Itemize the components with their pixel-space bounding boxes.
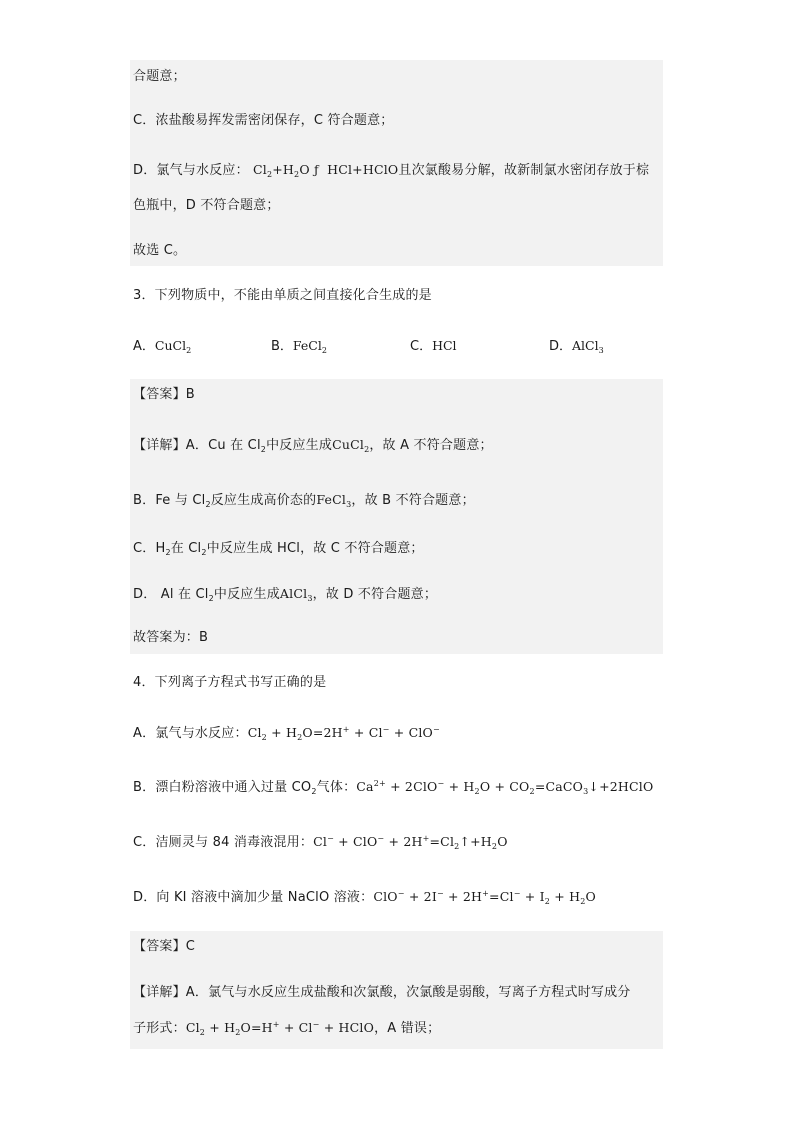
text-line: C．浓盐酸易挥发需密闭保存，C 符合题意； <box>133 113 394 128</box>
option-label: A． <box>133 339 155 354</box>
option-b: B．漂白粉溶液中通入过量 $CO_2$气体：$Ca^{2+} + 2ClO^- + H_2O$ + $CO_2=CaCO_3↓+2HClO$ <box>133 779 654 796</box>
solution-block-2 <box>130 379 663 654</box>
option-c: C．洁厕灵与 84 消毒液混用：$Cl^- + ClO^- + 2H^+=Cl_2↑+H_2O$ <box>133 834 508 851</box>
option-d: D．向 KI 溶液中滴加少量 NaClO 溶液：$ClO^- + 2I^- + 2H^+=Cl^- + I_2 + H_2O$ <box>133 889 596 906</box>
detail-line: 【详解】A．氯气与水反应生成盐酸和次氯酸，次氯酸是弱酸，写离子方程式时写成分 <box>133 985 631 1000</box>
option-d <box>549 336 604 357</box>
detail-line: D． Al 在 $Cl_2$中反应生成AlCl$_3$，故 D 不符合题意； <box>133 586 438 603</box>
text-span: 且次氯酸易分解，故新制氯水密闭存放于棕 <box>398 163 650 178</box>
detail-line: B．Fe 与 $Cl_2$反应生成高价态的FeCl$_3$，故 B 不符合题意； <box>133 492 475 509</box>
text-span: D．氯气与水反应： <box>133 163 249 178</box>
chem-formula: CuCl$_2$ <box>154 338 192 355</box>
answer-line: 【答案】C <box>133 939 196 954</box>
chem-formula: AlCl$_3$ <box>572 338 604 355</box>
option-a <box>133 336 191 357</box>
question-stem: 3．下列物质中，不能由单质之间直接化合生成的是 <box>133 288 432 303</box>
detail-line: 子形式：$Cl_2 + H_2O=H^+ + Cl^-$ + HClO，A 错误； <box>133 1020 441 1037</box>
detail-line: C．$H_2$在 $Cl_2$中反应生成 HCl，故 C 不符合题意； <box>133 541 424 557</box>
chem-formula: HCl <box>432 338 457 353</box>
option-label: C． <box>410 339 433 354</box>
chem-formula: $Cl_2+H_2O$ ƒ HCl+HClO <box>248 162 399 179</box>
detail-line: 故答案为：B <box>133 630 209 645</box>
answer-line: 【答案】B <box>133 387 195 402</box>
text-line: 故选 C。 <box>133 243 187 258</box>
detail-line: 【详解】A．Cu 在 $Cl_2$中反应生成CuCl$_2$，故 A 不符合题意； <box>133 437 493 454</box>
chem-formula: FeCl$_2$ <box>292 338 327 355</box>
option-label: B． <box>271 339 293 354</box>
option-b <box>271 336 327 357</box>
text-line <box>133 160 649 181</box>
text-line: 色瓶中，D 不符合题意； <box>133 198 280 213</box>
option-a: A．氯气与水反应：$Cl_2 + H_2O=2H^+ + Cl^- + ClO^-$ <box>133 725 440 742</box>
question-stem: 4．下列离子方程式书写正确的是 <box>133 675 327 690</box>
option-c <box>410 336 457 357</box>
text-line: 合题意； <box>133 69 186 84</box>
option-label: D． <box>549 339 573 354</box>
